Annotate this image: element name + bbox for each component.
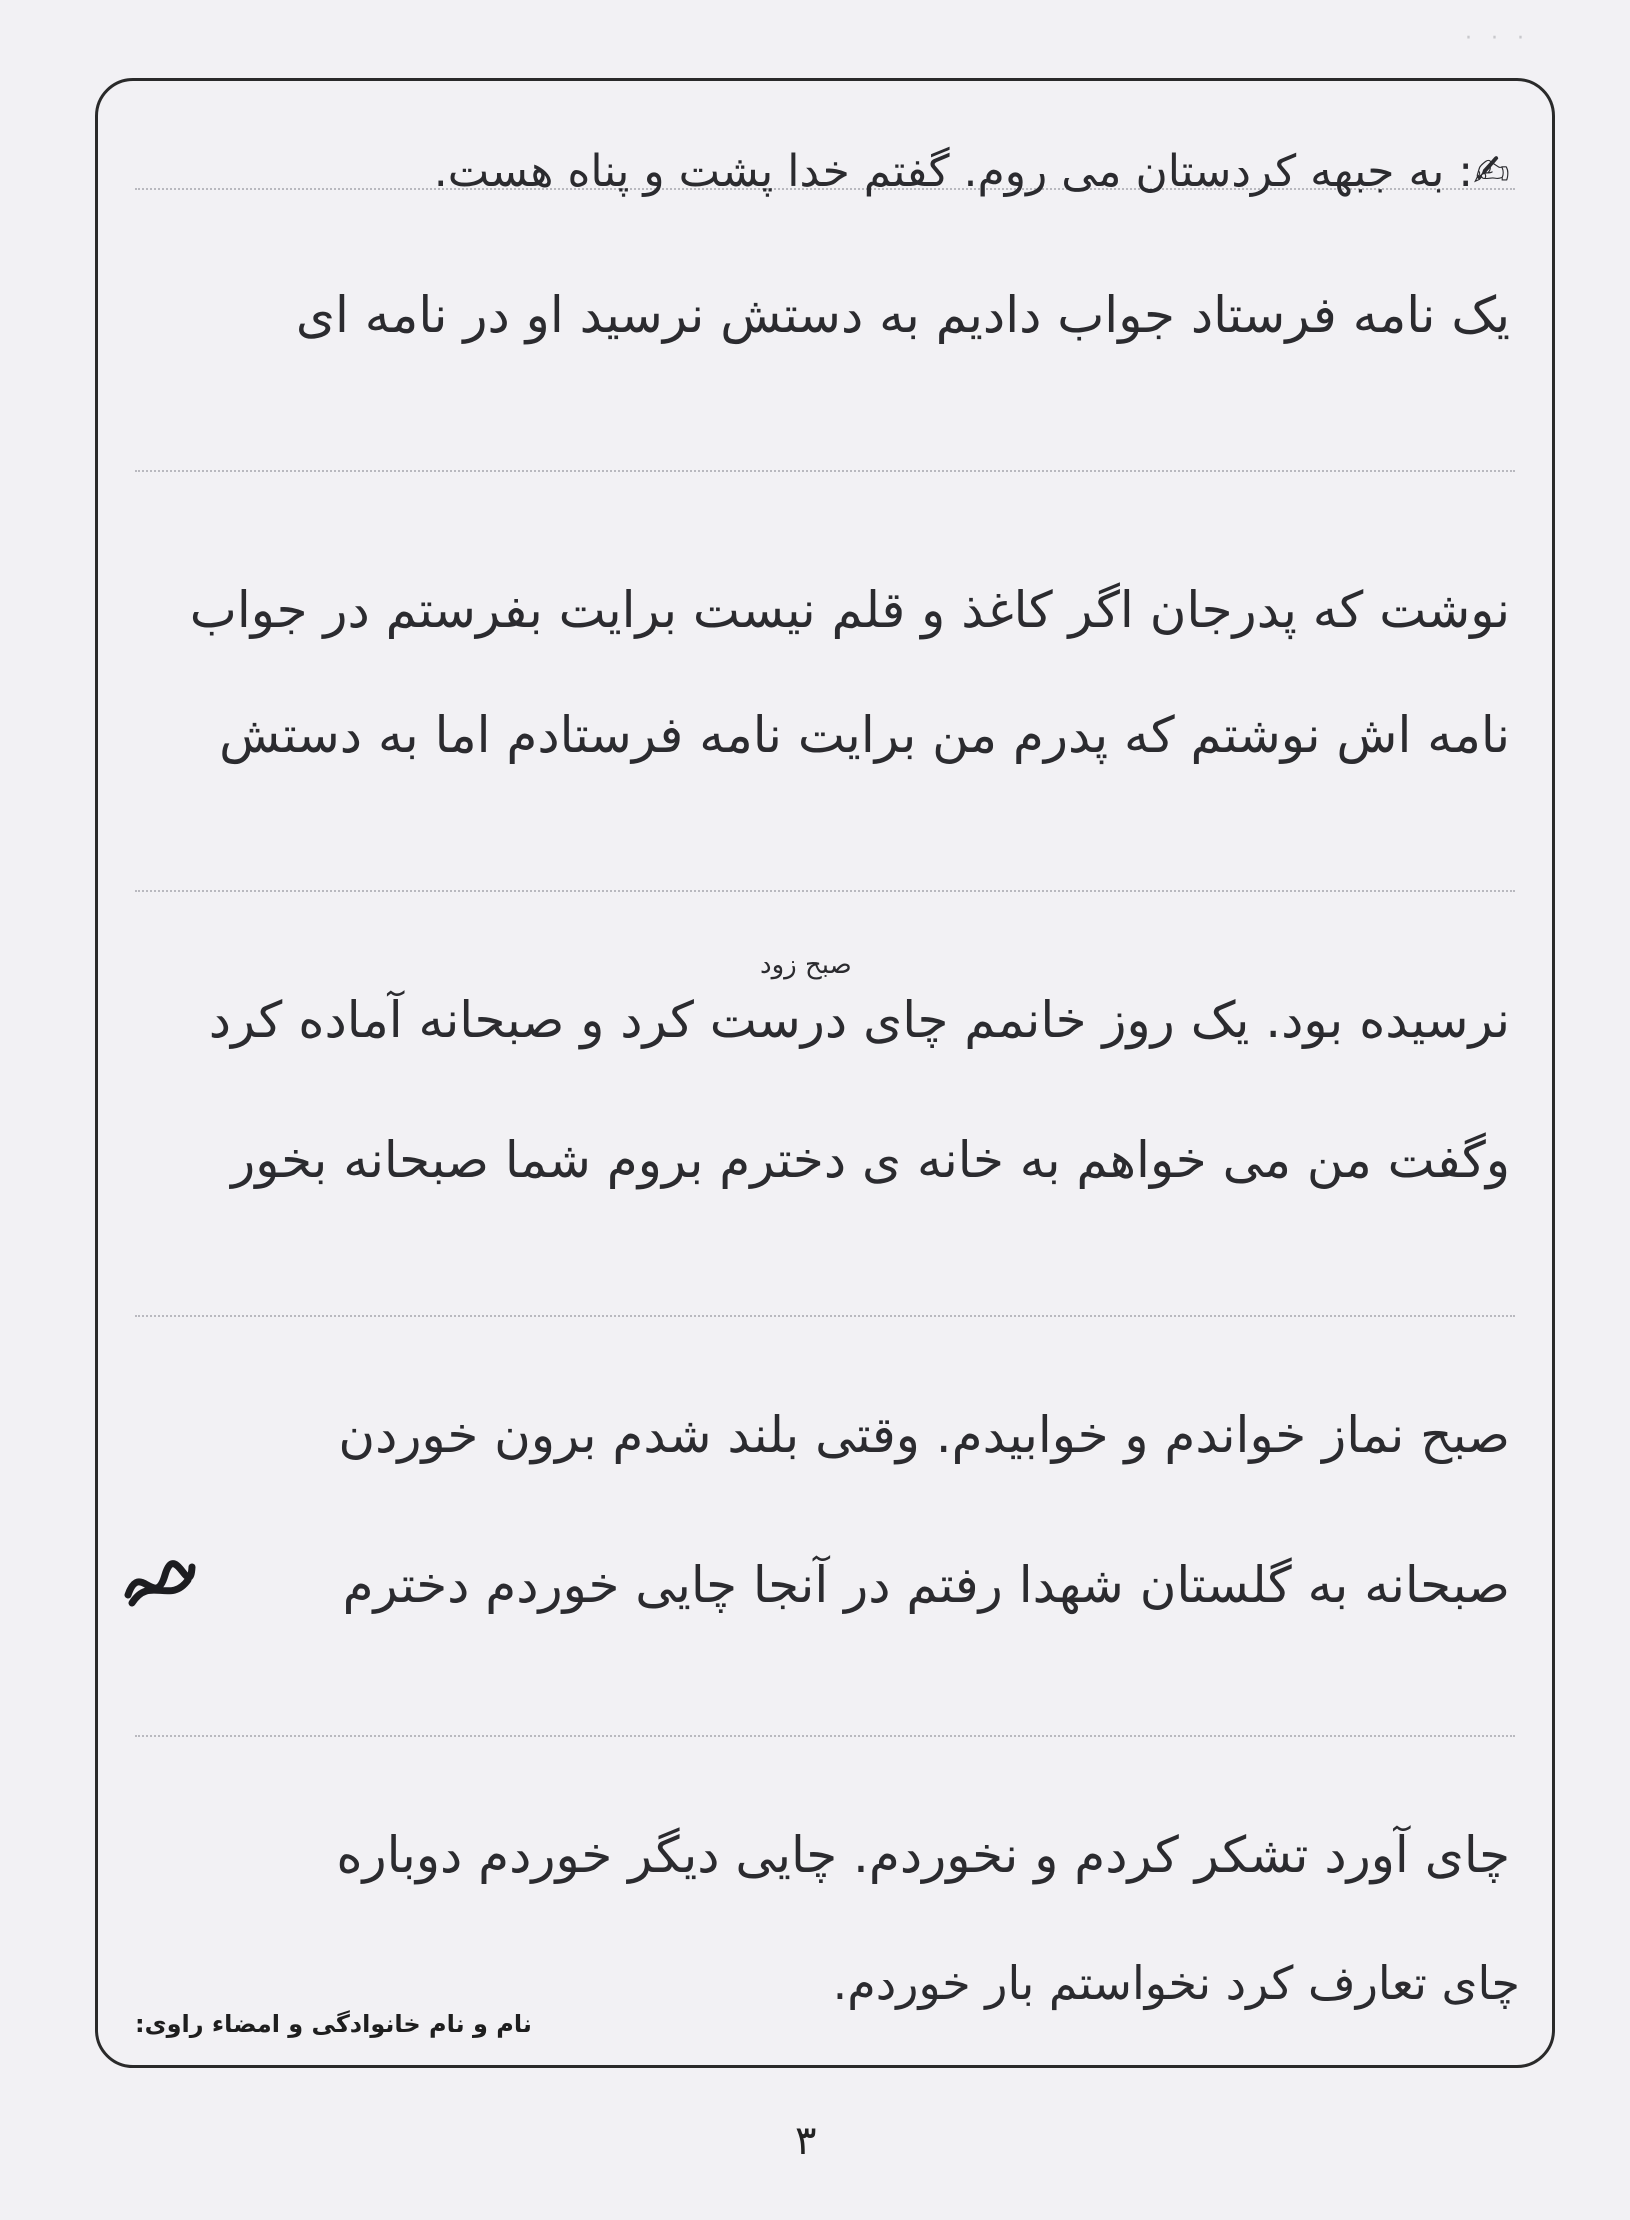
handwritten-line-5: نرسیده بود. یک روز خانمم چای درست کرد و صبحانه آماده کرد: [208, 991, 1510, 1049]
handwritten-line-4: نامه اش نوشتم که پدرم من برایت نامه فرستادم اما به دستش: [219, 706, 1510, 764]
handwritten-line-9: چای آورد تشکر کردم و نخوردم. چایی دیگر خوردم دوباره: [336, 1826, 1510, 1884]
ruled-line: [135, 470, 1515, 472]
ruled-line: [135, 890, 1515, 892]
ink-scribble-icon: [120, 1555, 200, 1615]
narrator-signature-label: نام و نام خانوادگی و امضاء راوی:: [135, 2010, 532, 2038]
handwritten-line-8: صبحانه به گلستان شهدا رفتم در آنجا چایی خوردم دخترم: [342, 1556, 1510, 1614]
ruled-line: [135, 1315, 1515, 1317]
inline-note: صبح زود: [760, 950, 852, 980]
handwritten-line-6: وگفت من می خواهم به خانه ی دخترم بروم شما صبحانه بخور: [231, 1131, 1510, 1189]
ruled-line: [135, 1735, 1515, 1737]
handwritten-line-10: چای تعارف کرد نخواستم بار خوردم.: [832, 1956, 1520, 2010]
handwritten-line-7: صبح نماز خواندم و خوابیدم. وقتی بلند شدم برون خوردن: [338, 1406, 1510, 1464]
page-frame: [95, 78, 1555, 2068]
page-number: ۳: [795, 2118, 817, 2164]
corner-marks: · · ·: [1465, 26, 1530, 51]
handwritten-line-2: یک نامه فرستاد جواب دادیم به دستش نرسید او در نامه ای: [295, 286, 1510, 344]
handwritten-line-3: نوشت که پدرجان اگر کاغذ و قلم نیست برایت بفرستم در جواب: [189, 581, 1510, 639]
handwritten-line-1: ✍: به جبهه کردستان می روم. گفتم خدا پشت و پناه هست.: [433, 146, 1510, 197]
